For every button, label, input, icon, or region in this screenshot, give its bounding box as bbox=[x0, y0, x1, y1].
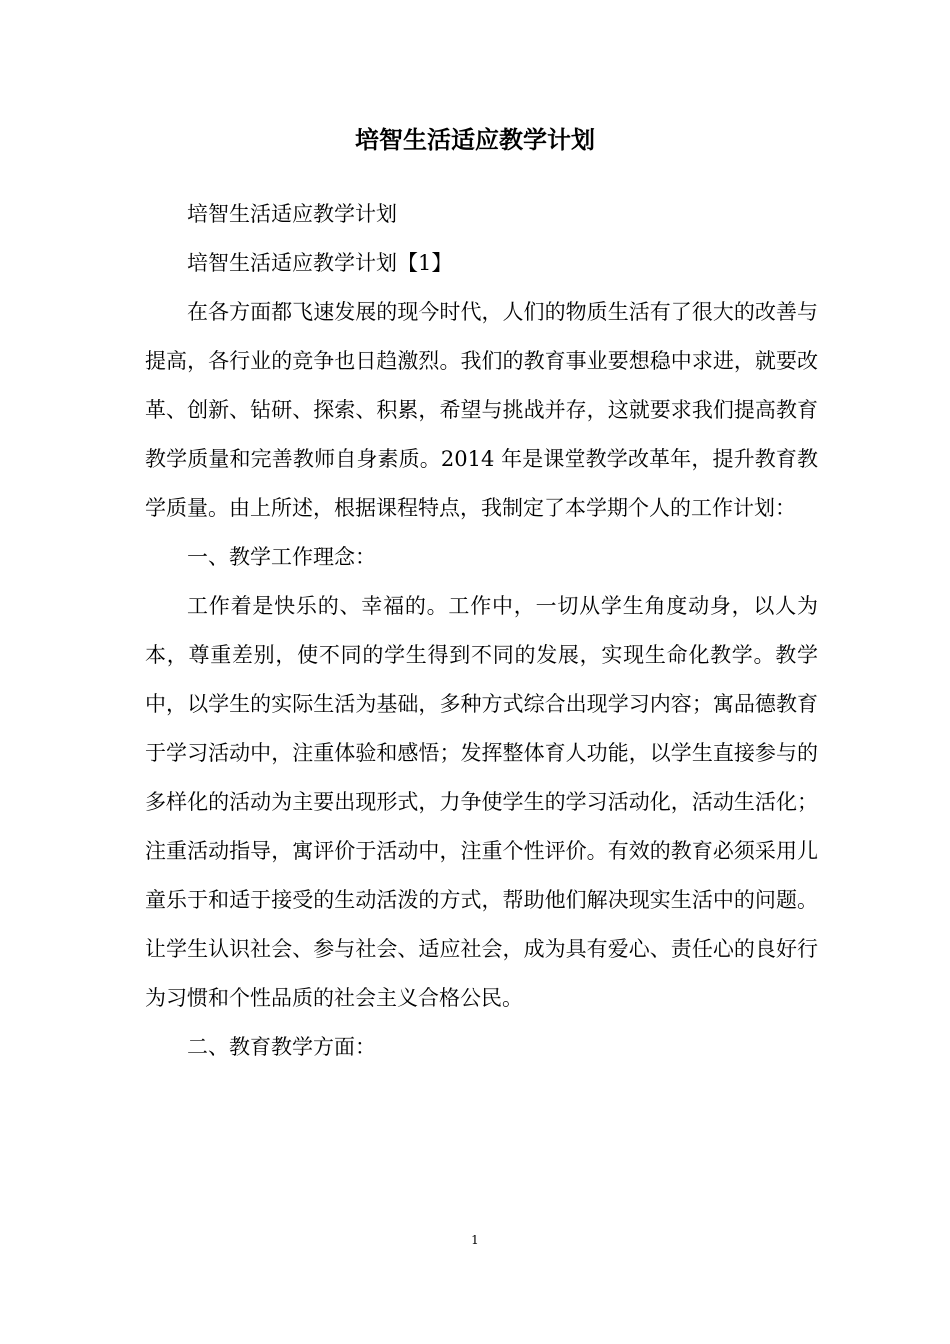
paragraph-intro: 在各方面都飞速发展的现今时代，人们的物质生活有了很大的改善与提高，各行业的竞争也日趋激烈。我们的教育事业要想稳中求进，就要改革、创新、钻研、探索、积累，希望与挑战并存，这就要求我们提高教育教学质量和完善教师自身素质。2014 年是课堂教学改革年，提升教育教学质量。由上所述，根据课程特点，我制定了本学期个人的工作计划： bbox=[145, 300, 818, 520]
page-number: 1 bbox=[471, 1233, 479, 1247]
document-body bbox=[145, 190, 818, 1072]
paragraph-heading-education-teaching: 二、教育教学方面： bbox=[187, 1035, 376, 1059]
paragraph-heading-teaching-philosophy: 一、教学工作理念： bbox=[187, 545, 376, 569]
paragraph-subtitle: 培智生活适应教学计划 bbox=[187, 202, 397, 226]
paragraph-teaching-philosophy: 工作着是快乐的、幸福的。工作中，一切从学生角度动身，以人为本，尊重差别，使不同的学生得到不同的发展，实现生命化教学。教学中，以学生的实际生活为基础，多种方式综合出现学习内容；寓品德教育于学习活动中，注重体验和感悟；发挥整体育人功能，以学生直接参与的多样化的活动为主要出现形式，力争使学生的学习活动化，活动生活化；注重活动指导，寓评价于活动中，注重个性评价。有效的教育必须采用儿童乐于和适于接受的生动活泼的方式，帮助他们解决现实生活中的问题。让学生认识社会、参与社会、适应社会，成为具有爱心、责任心的良好行为习惯和个性品质的社会主义合格公民。 bbox=[145, 594, 818, 1010]
paragraph-section-heading: 培智生活适应教学计划【1】 bbox=[187, 251, 453, 275]
document-title: 培智生活适应教学计划 bbox=[355, 125, 595, 154]
